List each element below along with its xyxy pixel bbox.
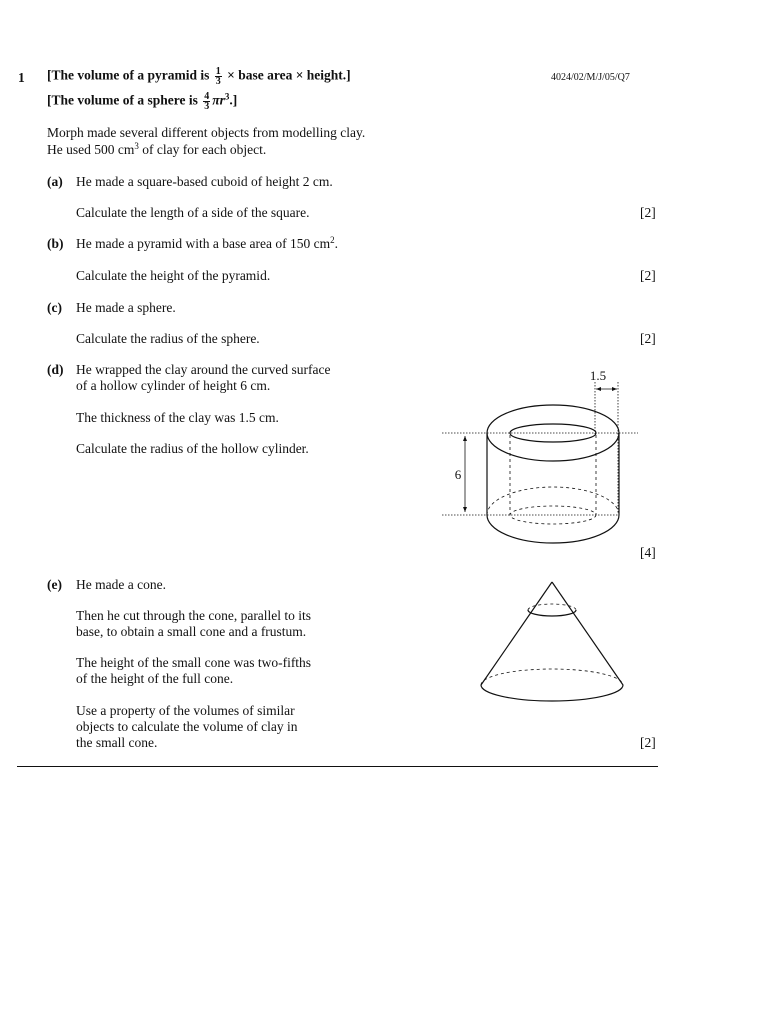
question-reference: 4024/02/M/J/05/Q7 bbox=[551, 72, 630, 83]
sphere-formula-suffix: .] bbox=[229, 92, 238, 108]
part-b-marks: [2] bbox=[640, 268, 656, 283]
part-d-text-line-2: of a hollow cylinder of height 6 cm. bbox=[76, 378, 271, 393]
part-a-text: He made a square-based cuboid of height 2 cm. bbox=[76, 174, 333, 189]
part-e-height-line-1: The height of the small cone was two-fifths bbox=[76, 655, 312, 670]
intro-line-2-text: He used 500 cm bbox=[47, 142, 135, 157]
part-e-marks: [2] bbox=[640, 735, 656, 750]
fraction-numerator: 4 bbox=[204, 91, 210, 102]
height-arrowhead-top bbox=[463, 436, 467, 441]
height-label: 6 bbox=[454, 467, 462, 482]
thickness-arrowhead-right bbox=[612, 387, 617, 391]
part-c-marks: [2] bbox=[640, 331, 656, 346]
part-b-text-main: He made a pyramid with a base area of 150 cm bbox=[76, 236, 331, 251]
part-e-cut-line-2: base, to obtain a small cone and a frustum. bbox=[76, 624, 307, 639]
part-a-marks: [2] bbox=[640, 205, 656, 220]
intro-superscript: 3 bbox=[134, 141, 139, 151]
part-d-thickness: The thickness of the clay was 1.5 cm. bbox=[76, 410, 279, 425]
thickness-arrowhead-left bbox=[596, 387, 601, 391]
height-arrowhead-bottom bbox=[463, 507, 467, 512]
intro-line-2 bbox=[47, 142, 266, 158]
part-e-label: (e) bbox=[47, 577, 62, 592]
base-front-arc bbox=[481, 685, 623, 701]
base-back-arc bbox=[481, 669, 623, 685]
pyramid-formula-prefix: [The volume of a pyramid is bbox=[47, 67, 210, 83]
cone-diagram bbox=[470, 575, 635, 710]
thickness-label: 1.5 bbox=[589, 368, 607, 383]
part-e-task-line-2: objects to calculate the volume of clay in bbox=[76, 719, 298, 734]
part-c-task: Calculate the radius of the sphere. bbox=[76, 331, 260, 346]
part-a-task: Calculate the length of a side of the square. bbox=[76, 205, 310, 220]
part-e-text: He made a cone. bbox=[76, 577, 166, 592]
cone-left-edge bbox=[481, 582, 552, 685]
part-d-label: (d) bbox=[47, 362, 64, 377]
part-b-task: Calculate the height of the pyramid. bbox=[76, 268, 271, 283]
part-e-cut-line-1: Then he cut through the cone, parallel to its bbox=[76, 608, 312, 623]
outer-bottom-front bbox=[487, 515, 619, 543]
fraction-four-thirds bbox=[203, 92, 210, 111]
fraction-one-third bbox=[215, 67, 222, 86]
part-e-height-line-2: of the height of the full cone. bbox=[76, 671, 234, 686]
part-c-text: He made a sphere. bbox=[76, 300, 176, 315]
question-number: 1 bbox=[18, 70, 25, 85]
part-b-label: (b) bbox=[47, 236, 64, 251]
fraction-denominator: 3 bbox=[204, 101, 210, 112]
part-c-label: (c) bbox=[47, 300, 62, 315]
sphere-formula-prefix: [The volume of a sphere is bbox=[47, 92, 198, 108]
intro-line-2-end: of clay for each object. bbox=[138, 142, 267, 157]
intro-line-1: Morph made several different objects from modelling clay. bbox=[47, 125, 366, 140]
pyramid-formula-suffix: × base area × height.] bbox=[227, 67, 351, 83]
fraction-numerator: 1 bbox=[215, 66, 221, 77]
outer-bottom-back bbox=[487, 487, 619, 515]
part-b-text-end: . bbox=[334, 236, 339, 251]
part-e-task-line-3: the small cone. bbox=[76, 735, 158, 750]
part-d-text-line-1: He wrapped the clay around the curved surface bbox=[76, 362, 331, 377]
part-b-superscript: 2 bbox=[330, 235, 335, 245]
fraction-denominator: 3 bbox=[215, 76, 221, 87]
pi-r: πr bbox=[212, 92, 225, 108]
bottom-divider bbox=[17, 766, 658, 767]
hollow-cylinder-diagram bbox=[430, 360, 650, 550]
part-d-marks: [4] bbox=[640, 545, 656, 560]
sphere-volume-formula bbox=[47, 92, 237, 111]
part-b-text bbox=[76, 236, 338, 252]
cut-front-arc bbox=[528, 610, 576, 616]
part-e-task-line-1: Use a property of the volumes of similar bbox=[76, 703, 295, 718]
cube-exponent: 3 bbox=[224, 91, 230, 102]
part-a-label: (a) bbox=[47, 174, 63, 189]
pyramid-volume-formula bbox=[47, 67, 351, 86]
part-d-task: Calculate the radius of the hollow cylinder. bbox=[76, 441, 309, 456]
